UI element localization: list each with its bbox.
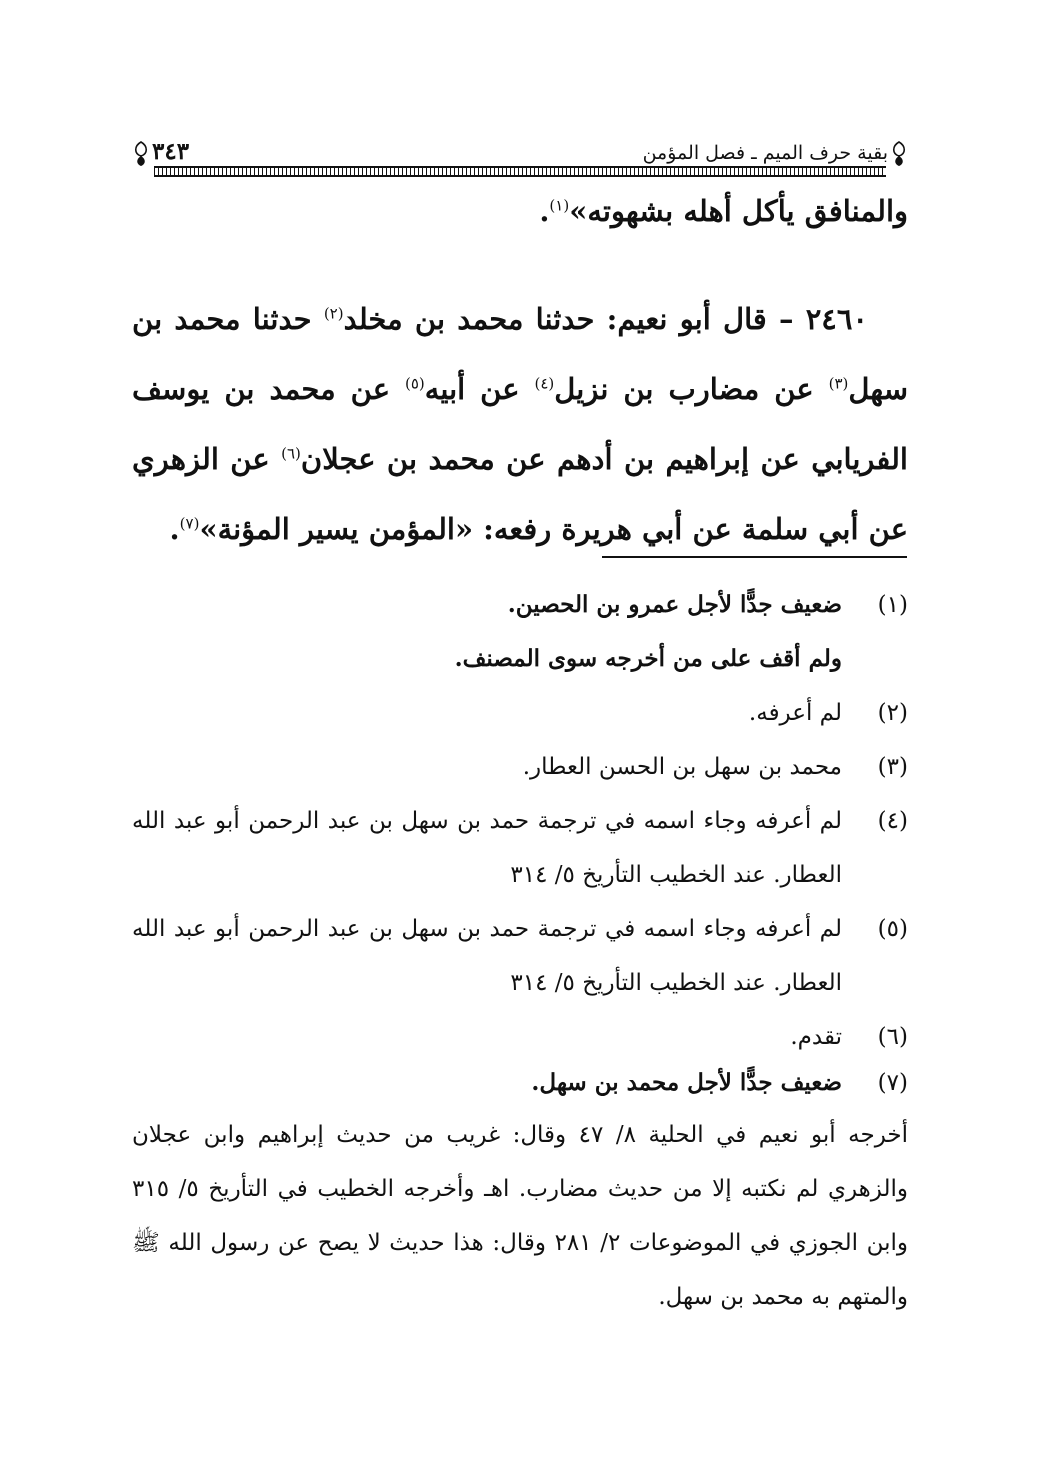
footnote-7 — [132, 1056, 908, 1110]
footnote-text: لم أعرفه وجاء اسمه في ترجمة حمد بن سهل بن عبد الرحمن أبو عبد الله العطار. عند الخطيب التأريخ ٥/ ٣١٤ — [132, 808, 842, 888]
footnote-text: تقدم. — [790, 1024, 842, 1050]
footnote-text: ضعيف جدًّا لأجل عمرو بن الحصين. — [507, 591, 842, 618]
footnote-ref-7: (٧) — [179, 514, 200, 533]
footnote-ref-3: (٣) — [828, 374, 849, 393]
p2-seg-f: عن الزهري عن أبي سلمة عن أبي هريرة رفعه: «المؤمن يسير المؤنة» — [132, 442, 908, 546]
header-title: بقية حرف الميم ـ فصل المؤمن — [642, 142, 888, 164]
footnote-5 — [132, 902, 908, 1010]
p2-seg-d: عن أبيه — [424, 372, 535, 406]
p2-end: . — [169, 512, 180, 546]
p2-seg-e: عن محمد بن يوسف الفريابي عن إبراهيم بن أدهم عن محمد بن عجلان — [132, 372, 908, 476]
running-header — [130, 134, 910, 178]
p2-seg-b: حدثنا محمد بن سهل — [132, 302, 908, 406]
footnote-number: (٦) — [877, 1024, 908, 1050]
line1-end: . — [539, 194, 550, 228]
footnote-text: لم أعرفه. — [748, 700, 842, 726]
footnote-text: محمد بن سهل بن الحسن العطار. — [522, 754, 842, 780]
footnote-text: ضعيف جدًّا لأجل محمد بن سهل. — [531, 1069, 842, 1096]
footnote-number: (٧) — [877, 1070, 908, 1096]
footnote-number: (٢) — [877, 700, 908, 726]
footnote-3 — [132, 740, 908, 794]
footnote-number: (١) — [877, 592, 908, 618]
footnote-2 — [132, 686, 908, 740]
page-number: ٣٤٣ — [152, 138, 190, 165]
footnote-ref-5: (٥) — [404, 374, 425, 393]
header-ornament-left-icon — [130, 140, 152, 168]
footnote-1 — [132, 578, 908, 686]
footnote-text: لم أعرفه وجاء اسمه في ترجمة حمد بن سهل بن عبد الرحمن أبو عبد الله العطار. عند الخطيب التأريخ ٥/ ٣١٤ — [132, 916, 842, 996]
continuation-line — [132, 176, 908, 246]
p2-seg-c: عن مضارب بن نزيل — [554, 372, 829, 406]
footnote-ref-4: (٤) — [534, 374, 555, 393]
footnote-extra: ولم أقف على من أخرجه سوى المصنف. — [454, 645, 842, 672]
footnote-number: (٥) — [877, 916, 908, 942]
hadith-paragraph — [132, 284, 908, 564]
footnote-number: (٤) — [877, 808, 908, 834]
footnote-ref-1: (١) — [549, 196, 570, 215]
footnote-ref-6: (٦) — [281, 444, 301, 463]
footnote-7-note: أخرجه أبو نعيم في الحلية ٨/ ٤٧ وقال: غريب من حديث إبراهيم وابن عجلان والزهري لم نكتبه إلا من حديث مضارب. اهـ وأخرجه الخطيب في التأريخ ٥/ ٣١٥ وابن الجوزي في الموضوعات ٢/ ٢٨١ وقال: هذا حديث لا يصح عن رسول الله ﷺ والمتهم به محمد بن سهل. — [132, 1122, 908, 1310]
footnote-separator — [602, 556, 907, 558]
header-ornament-right-icon — [888, 140, 910, 168]
p2-seg-a: ٢٤٦٠ – قال أبو نعيم: حدثنا محمد بن مخلد — [343, 302, 868, 336]
footnote-ref-2: (٢) — [323, 304, 344, 323]
line1-text: والمنافق يأكل أهله بشهوته» — [569, 194, 908, 228]
footnote-4 — [132, 794, 908, 902]
footnote-number: (٣) — [877, 754, 908, 780]
